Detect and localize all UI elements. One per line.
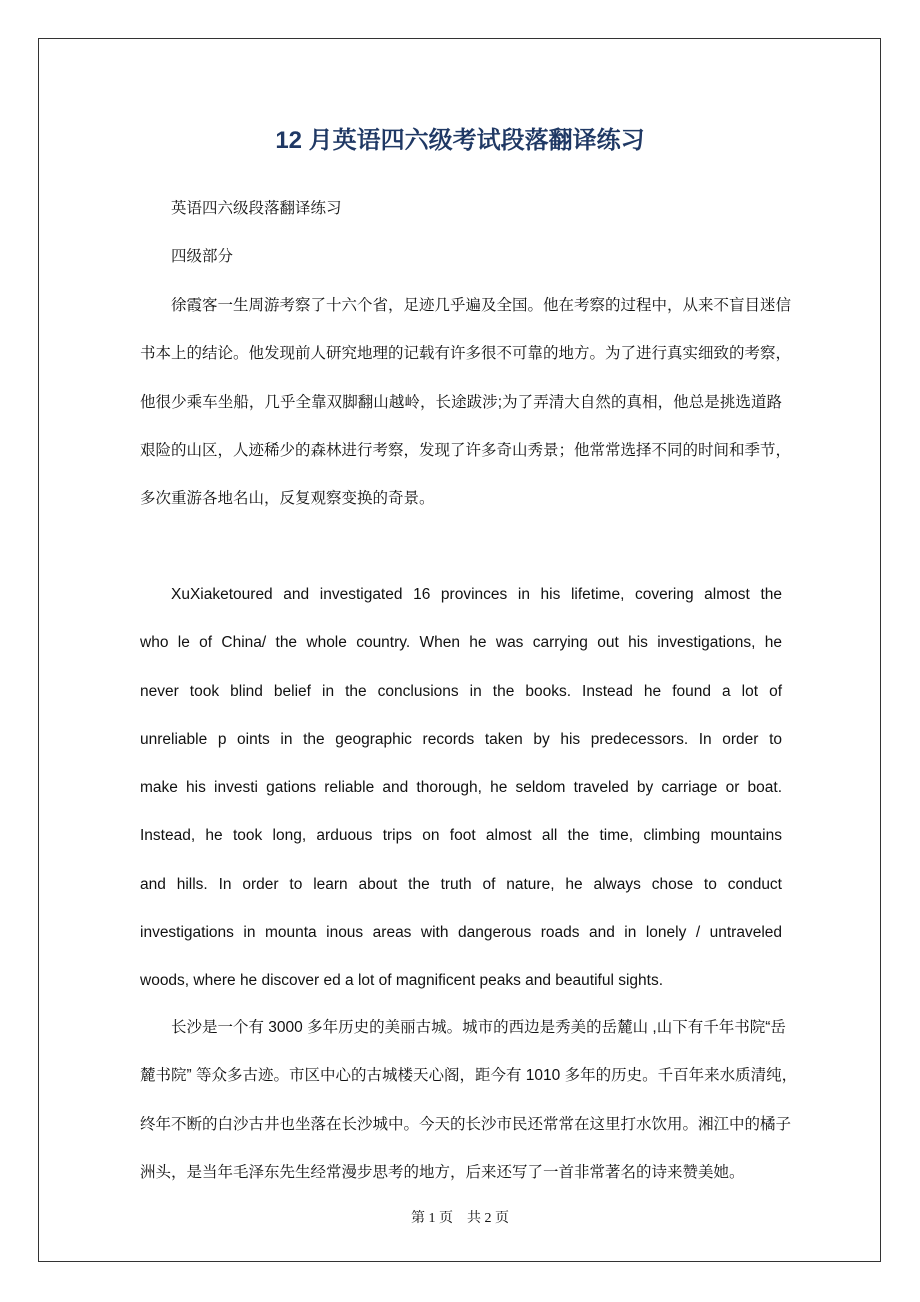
section-heading-text: 四级部分 [171,248,234,265]
text-line: 终年不断的白沙古井也坐落在长沙城中。今天的长沙市民还常常在这里打水饮用。湘江中的橘子 [140,1115,792,1133]
paragraph-english [140,583,782,1018]
paragraph-chinese-2 [140,1016,798,1209]
text-line: 徐霞客一生周游考察了十六个省，足迹几乎遍及全国。他在考察的过程中，从来不盲目迷信 [171,297,792,314]
page-number-footer: 第 1 页 共 2 页 [411,1211,509,1226]
text-line: woods, where he discover ed a lot of magnificent peaks and beautiful sights. [140,972,664,990]
section-heading [140,245,782,293]
subtitle [140,197,782,245]
text-line: and hills. In order to learn about the truth of nature, he always chose to conduct [140,875,782,893]
text-line: XuXiaketoured and investigated 16 provinces in his lifetime, covering almost the [171,586,782,603]
text-line: 洲头，是当年毛泽东先生经常漫步思考的地方，后来还写了一首非常著名的诗来赞美她。 [140,1163,745,1181]
text-line: Instead, he took long, arduous trips on foot almost all the time, climbing mountains [140,827,782,845]
text-line: never took blind belief in the conclusions in the books. Instead he found a lot of [140,682,782,700]
text-line: 书本上的结论。他发现前人研究地理的记载有许多很不可靠的地方。为了进行真实细致的考察， [140,345,792,363]
text-line: unreliable p oints in the geographic records taken by his predecessors. In order to [140,730,782,748]
text-line: make his investi gations reliable and thorough, he seldom traveled by carriage or boat. [140,779,782,797]
paragraph-chinese-1 [140,294,792,535]
text-line: 他很少乘车坐船，几乎全靠双脚翻山越岭，长途跋涉;为了弄清大自然的真相，他总是挑选道路 [140,393,782,411]
text-line: 多次重游各地名山，反复观察变换的奇景。 [140,490,435,508]
text-line: 长沙是一个有 3000 多年历史的美丽古城。城市的西边是秀美的岳麓山 ,山下有千年书院“岳 [171,1019,786,1036]
document-title: 12 月英语四六级考试段落翻译练习 [275,127,645,154]
subtitle-text: 英语四六级段落翻译练习 [171,200,342,217]
text-line: investigations in mounta inous areas with dangerous roads and in lonely / untraveled [140,924,782,942]
text-line: 麓书院” 等众多古迹。市区中心的古城楼天心阁，距今有 1010 多年的历史。千百年来水质清纯， [140,1067,798,1085]
text-line: who le of China/ the whole country. When he was carrying out his investigations, he [140,634,782,652]
text-line: 艰险的山区，人迹稀少的森林进行考察，发现了许多奇山秀景；他常常选择不同的时间和季节， [140,441,792,459]
